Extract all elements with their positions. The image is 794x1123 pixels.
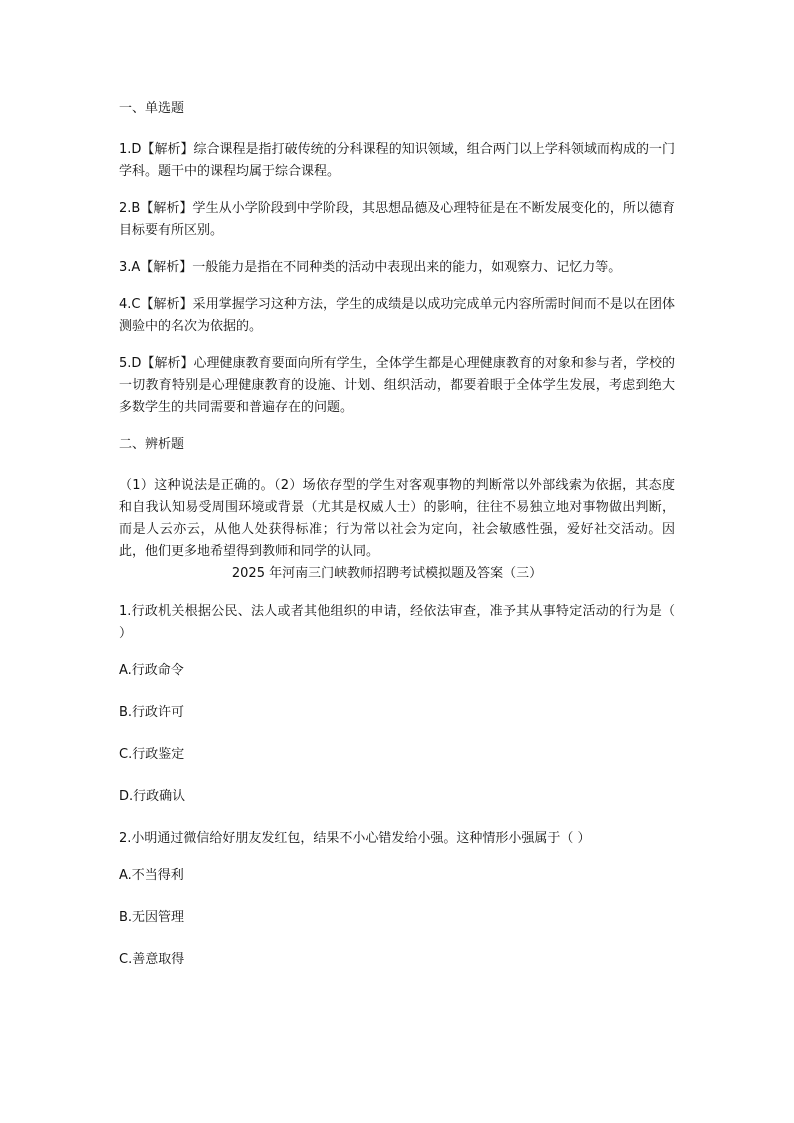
section-heading-analysis: 二、辨析题: [119, 437, 185, 452]
question-1-option-c: C.行政鉴定: [119, 747, 185, 762]
document-page: [119, 98, 675, 991]
question-2-option-b: B.无因管理: [119, 910, 185, 925]
answer-item-2: 2.B【解析】学生从小学阶段到中学阶段，其思想品德及心理特征是在不断发展变化的，所以德育目标要有所区别。: [119, 201, 675, 238]
question-stem-1: 1.行政机关根据公民、法人或者其他组织的申请，经依法审查，准予其从事特定活动的行为是（ ）: [119, 604, 675, 641]
exam-title: 2025 年河南三门峡教师招聘考试模拟题及答案（三）: [231, 566, 543, 581]
answer-item-5: 5.D【解析】心理健康教育要面向所有学生，全体学生都是心理健康教育的对象和参与者，学校的一切教育特别是心理健康教育的设施、计划、组织活动，都要着眼于全体学生发展，考虑到绝大多数学生的共同需要和普遍存在的问题。: [119, 356, 675, 415]
question-1-option-d: D.行政确认: [119, 789, 186, 804]
question-1-option-a: A.行政命令: [119, 663, 184, 678]
answer-item-4: 4.C【解析】采用掌握学习这种方法，学生的成绩是以成功完成单元内容所需时间而不是以在团体测验中的名次为依据的。: [119, 297, 675, 334]
answer-item-3: 3.A【解析】一般能力是指在不同种类的活动中表现出来的能力，如观察力、记忆力等。: [119, 260, 622, 275]
analysis-answer: （1）这种说法是正确的。（2）场依存型的学生对客观事物的判断常以外部线索为依据，其态度和自我认知易受周围环境或背景（尤其是权威人士）的影响，往往不易独立地对事物做出判断，而是人云亦云，从他人处获得标准；行为常以社会为定向，社会敏感性强，爱好社交活动。因此，他们更多地希望得到教师和同学的认同。: [119, 478, 675, 559]
question-stem-2: 2.小明通过微信给好朋友发红包，结果不小心错发给小强。这种情形小强属于（ ）: [119, 831, 591, 846]
question-2-option-c: C.善意取得: [119, 952, 185, 967]
section-heading-single-choice: 一、单选题: [119, 101, 185, 116]
question-2-option-a: A.不当得利: [119, 868, 184, 883]
answer-item-1: 1.D【解析】综合课程是指打破传统的分科课程的知识领域，组合两门以上学科领域而构成的一门学科。题干中的课程均属于综合课程。: [119, 142, 675, 179]
question-1-option-b: B.行政许可: [119, 705, 185, 720]
